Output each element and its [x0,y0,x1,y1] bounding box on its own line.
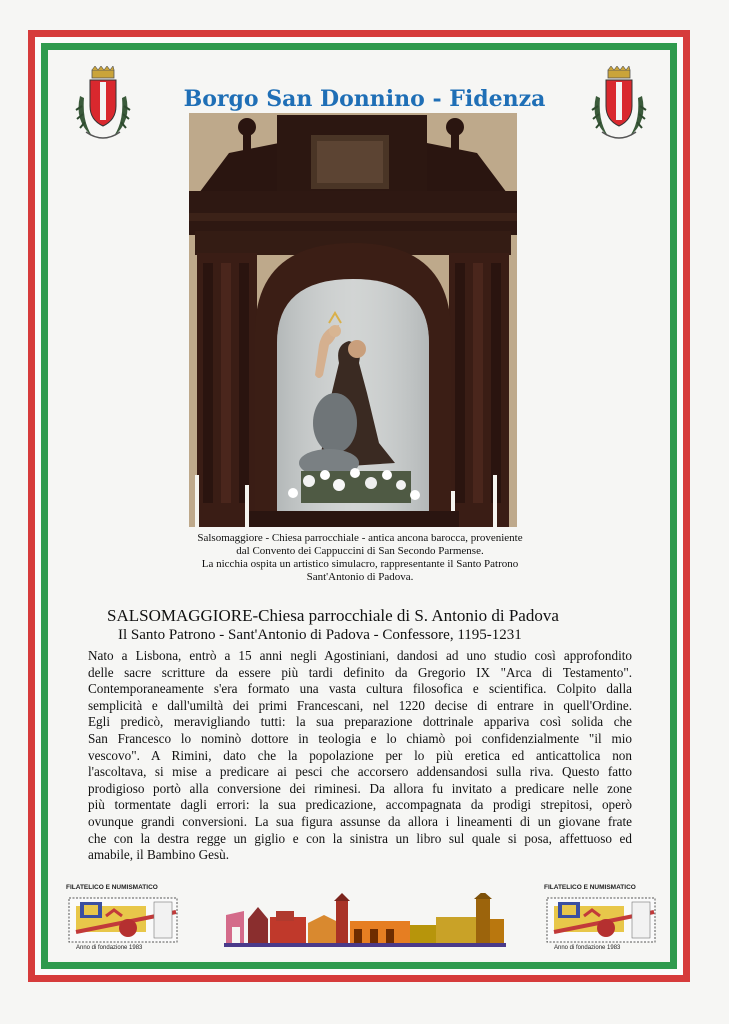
stamp-logo-icon [66,894,184,944]
body-line: Egli predicò, meravigliando tutti: la sua preparazione dottrinale appariva così solida che [88,714,632,730]
body-line: delle sacre scritture da essere più tardi definito da Gregorio IX "Arca di Testamento". [88,664,632,680]
caption-line: La nicchia ospita un artistico simulacro, rappresentante il Santo Patrono [201,558,519,570]
photo-caption [150,532,570,584]
club-stamp-left [66,884,184,954]
town-skyline-icon [224,893,506,949]
body-line: Contemporaneamente s'era formato una vasta cultura filosofica e scientifica. Colpito dalla [88,681,632,697]
article-body [88,648,632,864]
club-stamp-right [544,884,662,954]
page-title: Borgo San Donnino - Fidenza [183,86,546,112]
body-line: che con la destra regge un giglio e con la sinistra un libro sul quale si posa, affettuoso ed [88,830,632,846]
body-line: più tormentate dagli errori: la sua predicazione, accompagnata da prodigi strepitosi, operò [88,797,632,813]
body-line: amabile, il Bambino Gesù. [88,847,230,863]
body-line: ovunque grandi conversioni. La sua figura assunse da allora i lineamenti di un giovane frate [88,813,632,829]
article-subheading: Il Santo Patrono - Sant'Antonio di Padova - Confessore, 1195-1231 [118,627,522,643]
caption-line: Sant'Antonio di Padova. [306,571,414,583]
body-line: prodigioso portò alla conversione dei riminesi. Da allora fu invitato a predicare nelle zone [88,780,632,796]
stamp-logo-icon [544,894,662,944]
caption-line: dal Convento dei Cappuccini di San Secondo Parmense. [236,545,484,557]
body-line: Nato a Lisbona, entrò a 15 anni negli Agostiniani, dandosi ad uno studio così approfondito [88,648,632,663]
stamp-label: FILATELICO E NUMISMATICO [66,884,158,891]
altar-photo [189,113,517,527]
stamp-year: Anno di fondazione 1983 [554,945,621,951]
body-line: l'ascoltava, si mise a predicare ai pesci che accorsero addensandosi sulla riva. Questo fatto [88,764,632,780]
stamp-label: FILATELICO E NUMISMATICO [544,884,636,891]
caption-line: Salsomaggiore - Chiesa parrocchiale - antica ancona barocca, proveniente [197,532,523,544]
stamp-year: Anno di fondazione 1983 [76,945,143,951]
body-line: vescovo". A Rimini, dato che la popolazione per lo più eretica ed anticattolica non [88,747,632,763]
body-line: semplicità e dall'umiltà dei primi Francescani, nel 1220 decise di entrare in quell'Ordine. [88,697,632,713]
body-line: San Francesco lo nominò dottore in teologia e lo chiamò poi confidenzialmente "il mio [88,730,632,746]
article-heading: SALSOMAGGIORE-Chiesa parrocchiale di S. Antonio di Padova [107,606,559,625]
